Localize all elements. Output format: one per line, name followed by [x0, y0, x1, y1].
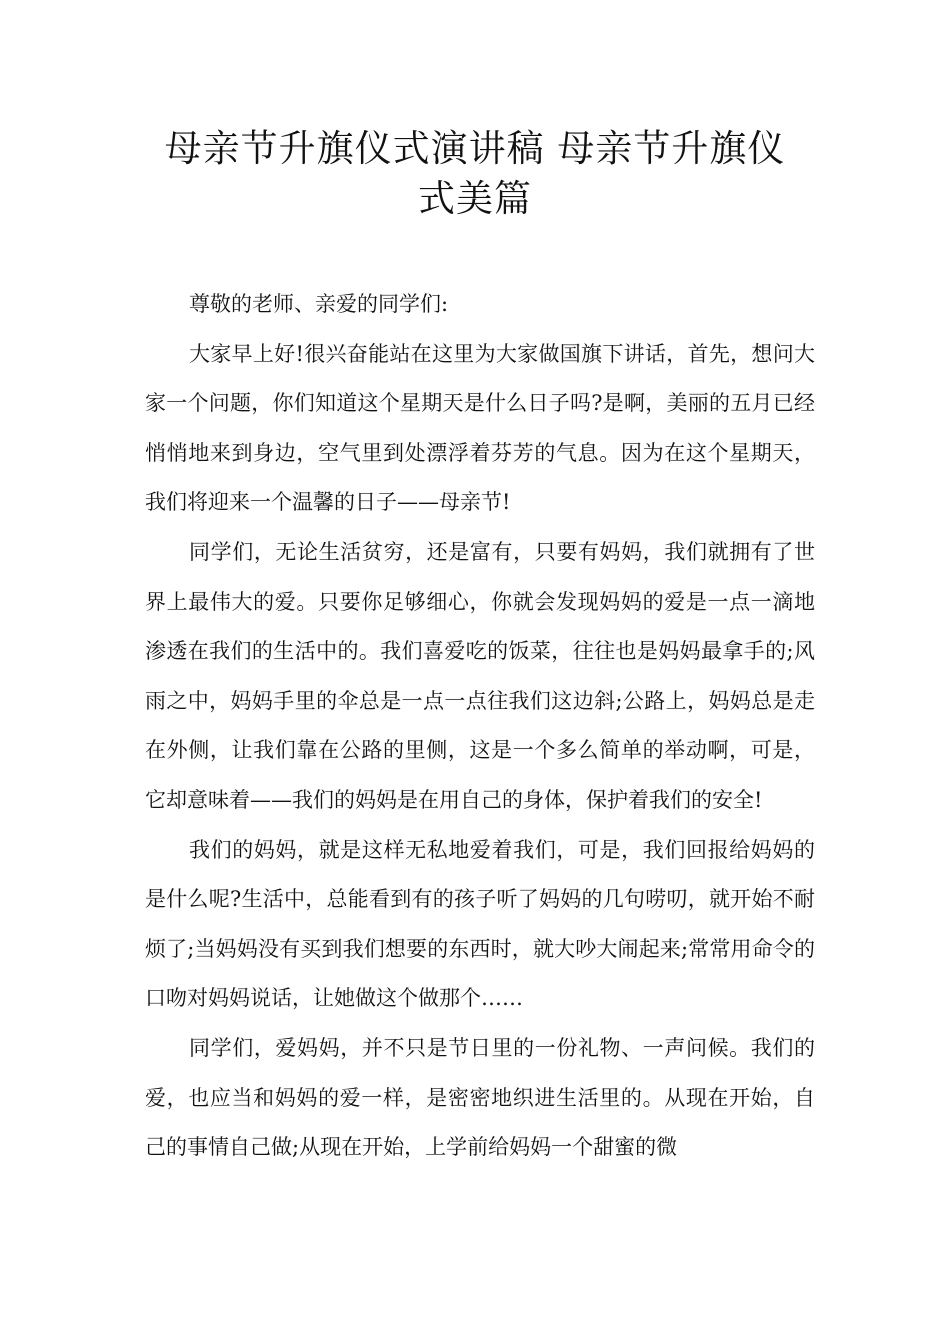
document-body	[145, 280, 815, 1173]
paragraph: 同学们，爱妈妈，并不只是节日里的一份礼物、一声问候。我们的爱，也应当和妈妈的爱一样，是密密地织进生活里的。从现在开始，自己的事情自己做;从现在开始，上学前给妈妈一个甜蜜的微	[145, 1035, 815, 1160]
paragraph: 大家早上好!很兴奋能站在这里为大家做国旗下讲话，首先，想问大家一个问题，你们知道这个星期天是什么日子吗?是啊，美丽的五月已经悄悄地来到身边，空气里到处漂浮着芬芳的气息。因为在这个星期天，我们将迎来一个温馨的日子——母亲节!	[145, 341, 815, 515]
title-line-2: 式美篇	[418, 177, 532, 220]
title-line-1: 母亲节升旗仪式演讲稿 母亲节升旗仪	[164, 127, 786, 170]
paragraph: 我们的妈妈，就是这样无私地爱着我们，可是，我们回报给妈妈的是什么呢?生活中，总能看到有的孩子听了妈妈的几句唠叨，就开始不耐烦了;当妈妈没有买到我们想要的东西时，就大吵大闹起来;常常用命令的口吻对妈妈说话，让她做这个做那个……	[145, 837, 815, 1011]
paragraph-salutation: 尊敬的老师、亲爱的同学们:	[189, 292, 449, 316]
paragraph: 同学们，无论生活贫穷，还是富有，只要有妈妈，我们就拥有了世界上最伟大的爱。只要你足够细心，你就会发现妈妈的爱是一点一滴地渗透在我们的生活中的。我们喜爱吃的饭菜，往往也是妈妈最拿手的;风雨之中，妈妈手里的伞总是一点一点往我们这边斜;公路上，妈妈总是走在外侧，让我们靠在公路的里侧，这是一个多么简单的举动啊，可是，它却意味着——我们的妈妈是在用自己的身体，保护着我们的安全!	[145, 539, 815, 812]
document-title	[145, 124, 805, 224]
